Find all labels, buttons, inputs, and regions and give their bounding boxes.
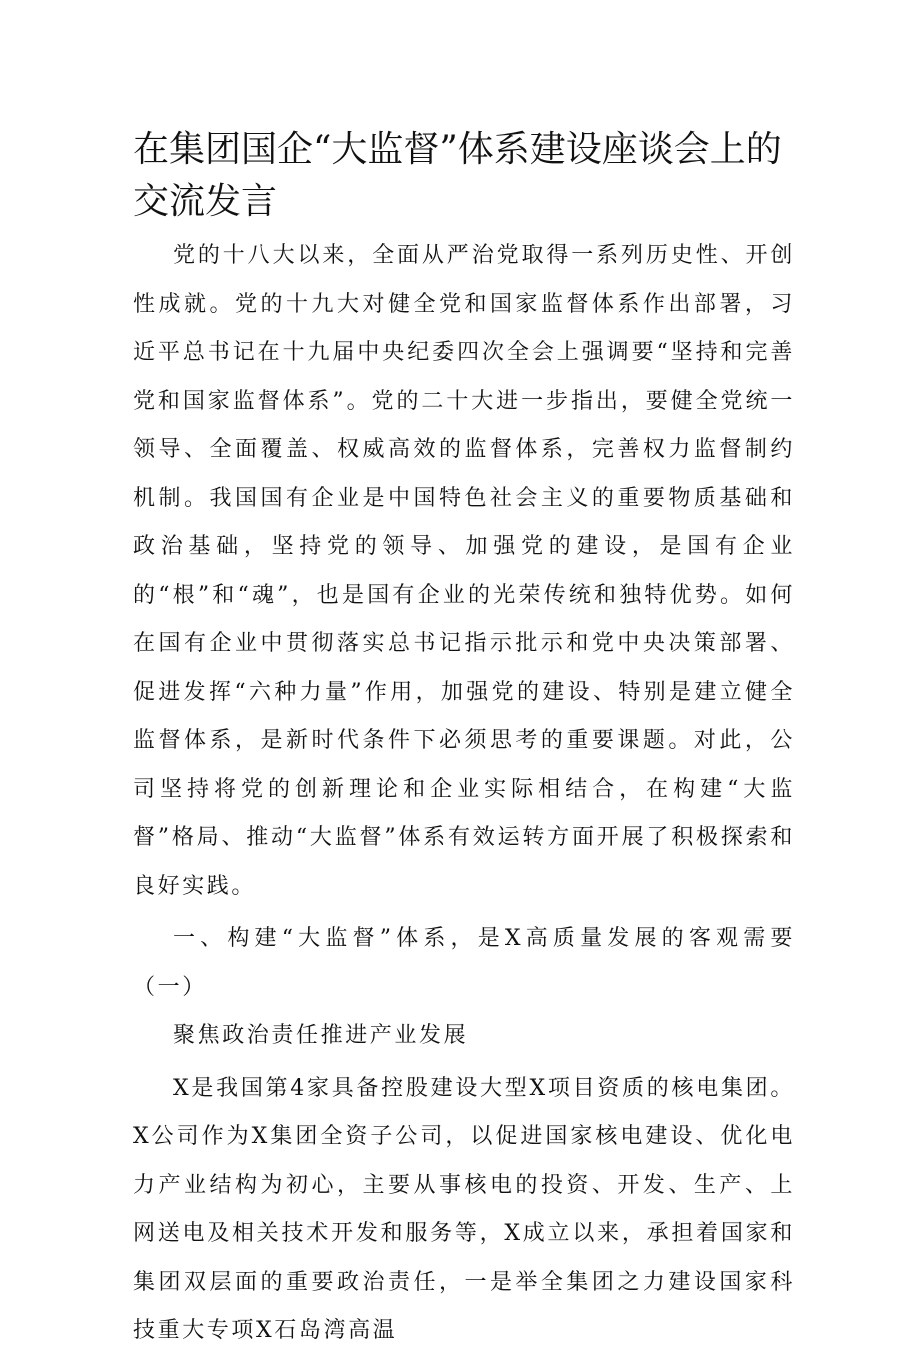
paragraph-intro: 党的十八大以来，全面从严治党取得一系列历史性、开创性成就。党的十九大对健全党和国家监督体系作出部署，习近平总书记在十九届中央纪委四次全会上强调要“坚持和完善党和国家监督体系”。党的二十大进一步指出，要健全党统一领导、全面覆盖、权威高效的监督体系，完善权力监督制约机制。我国国有企业是中国特色社会主义的重要物质基础和政治基础，坚持党的领导、加强党的建设，是国有企业的“根”和“魂”，也是国有企业的光荣传统和独特优势。如何在国有企业中贯彻落实总书记指示批示和党中央决策部署、促进发挥“六种力量”作用，加强党的建设、特别是建立健全监督体系，是新时代条件下必须思考的重要课题。对此，公司坚持将党的创新理论和企业实际相结合，在构建“大监督”格局、推动“大监督”体系有效运转方面开展了积极探索和良好实践。: [133, 243, 795, 899]
subsection-heading: 聚焦政治责任推进产业发展: [173, 1023, 469, 1048]
paragraph-body: X是我国第4家具备控股建设大型X项目资质的核电集团。X公司作为X集团全资子公司，以促进国家核电建设、优化电力产业结构为初心，主要从事核电的投资、开发、生产、上网送电及相关技术开发和服务等，X成立以来，承担着国家和集团双层面的重要政治责任，一是举全集团之力建设国家科技重大专项X石岛湾高温: [133, 1075, 795, 1343]
document-title: 在集团国企“大监督”体系建设座谈会上的交流发言: [133, 129, 782, 222]
document-body: [133, 232, 795, 1356]
section-heading: 一、构建“大监督”体系，是X高质量发展的客观需要（一）: [133, 926, 795, 1000]
